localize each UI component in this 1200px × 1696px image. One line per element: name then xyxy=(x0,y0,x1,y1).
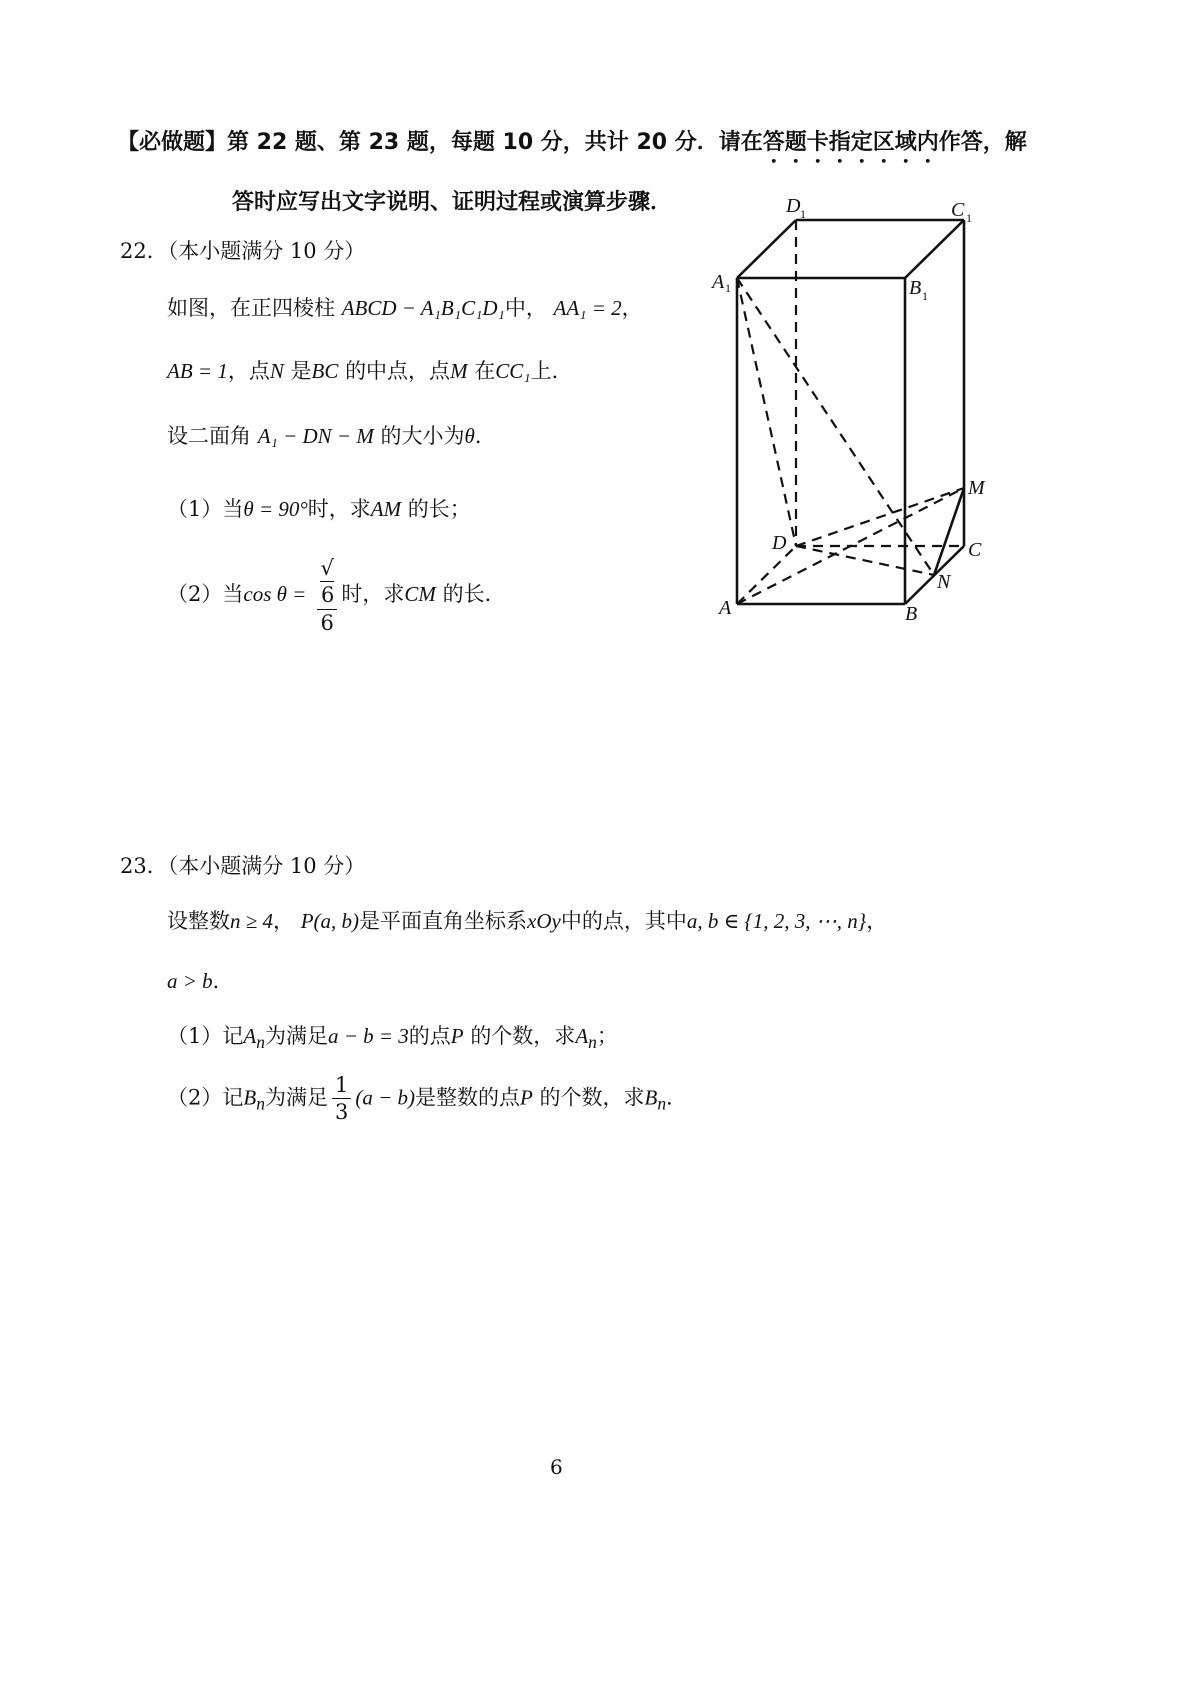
label-n: N xyxy=(937,571,951,593)
q22-line2: AB = 1，点N 是BC 的中点，点M 在CC₁上． xyxy=(167,359,573,383)
header-text-end: 作答，解 xyxy=(938,130,1027,155)
label-d: D xyxy=(772,532,787,554)
header-emphasis: 答题卡指定区域内 xyxy=(762,130,939,155)
edge-ad xyxy=(737,546,796,604)
label-d1-sub: 1 xyxy=(800,207,806,221)
header-text: 【必做题】第 22 题、第 23 题，每题 10 分，共计 20 分．请在 xyxy=(117,130,763,155)
label-c1-sub: 1 xyxy=(966,211,972,225)
edge-a1d1 xyxy=(737,220,796,278)
label-a: A xyxy=(719,597,732,619)
q23-part2: （2）记$B_n$为满足 $\frac{1}{3}$ (a − b)是整数的点P 的个数，求$B_n$． xyxy=(167,1073,688,1125)
one-third: $\frac{1}{3}$ xyxy=(332,1072,351,1126)
segment-dm xyxy=(796,488,964,546)
label-b1-sub: 1 xyxy=(922,289,928,303)
q23-title: 23．（本小题满分 10 分） xyxy=(120,854,366,878)
label-m: M xyxy=(968,477,985,499)
section-header-line1 xyxy=(117,125,1027,168)
cond-aa1: AA₁ = 2 xyxy=(553,296,622,320)
cond-ab: AB = 1 xyxy=(167,359,228,383)
dihedral-angle: A₁ − DN − M xyxy=(257,424,374,448)
q22-part1: （1）当θ = 90°时，求AM 的长； xyxy=(167,497,471,521)
segment-dn xyxy=(796,546,934,575)
q23-line2: a > b． xyxy=(167,969,234,993)
q22-line1: 如图，在正四棱柱 ABCD − A₁B₁C₁D₁中， AA₁ = 2， xyxy=(167,296,643,320)
page-number: 6 xyxy=(550,1455,563,1479)
sqrt6-over-6: √ 6 6 xyxy=(317,555,337,636)
label-a1-sub: 1 xyxy=(725,281,731,295)
q22-line3: 设二面角 A₁ − DN − M 的大小为θ． xyxy=(167,424,496,448)
q23-part1: （1）记$A_n$为满足a − b = 3的点P 的个数，求$A_n$； xyxy=(167,1024,618,1053)
segment-a1d xyxy=(737,278,796,546)
label-c1: C xyxy=(951,199,965,221)
q22-title: 22．（本小题满分 10 分） xyxy=(120,239,366,263)
prism-figure xyxy=(700,180,1020,640)
prism-name: ABCD − A₁B₁C₁D₁ xyxy=(341,296,505,320)
q23-line1: 设整数n ≥ 4， P(a, b)是平面直角坐标系xOy中的点，其中a, b ∈ {1, 2, 3, ⋯, n}， xyxy=(167,909,888,933)
edge-b1c1 xyxy=(905,220,964,278)
label-d1: D xyxy=(786,195,801,217)
label-a1: A xyxy=(712,271,725,293)
label-b1: B xyxy=(909,277,922,299)
point-p: P(a, b) xyxy=(300,909,360,933)
q22-part2: （2）当cos θ = √ 6 6 时，求CM 的长． xyxy=(167,556,506,635)
label-c: C xyxy=(968,539,982,561)
section-header-line2: 答时应写出文字说明、证明过程或演算步骤． xyxy=(232,190,673,215)
set-range: a, b ∈ {1, 2, 3, ⋯, n} xyxy=(686,909,867,933)
label-b: B xyxy=(905,603,918,625)
